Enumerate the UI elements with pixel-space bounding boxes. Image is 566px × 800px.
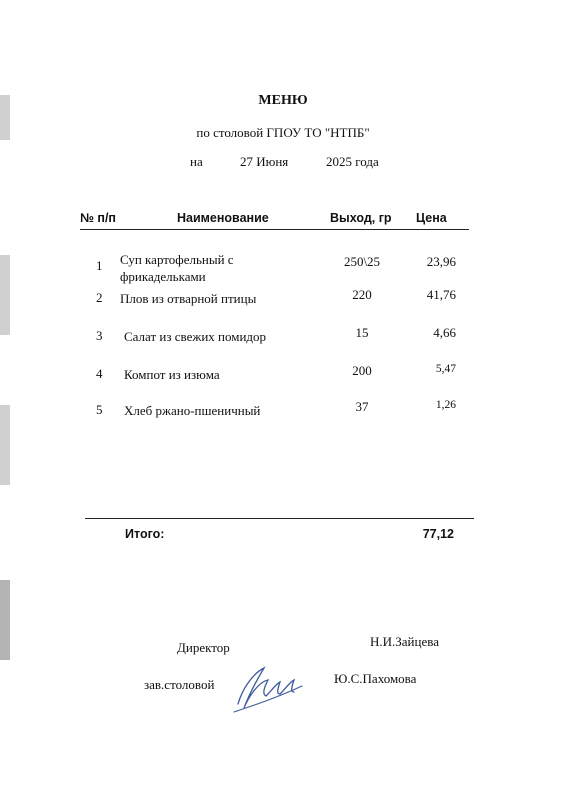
- row-number: 4: [96, 366, 103, 381]
- row-name: Плов из отварной птицы: [120, 291, 257, 306]
- column-header-name: Наименование: [177, 211, 269, 225]
- row-name: Салат из свежих помидор: [124, 329, 267, 344]
- document-subtitle: по столовой ГПОУ ТО "НТПБ": [196, 125, 370, 140]
- table-bottom-rule: [85, 518, 474, 519]
- row-price: 41,76: [426, 287, 456, 302]
- canteen-manager-title: зав.столовой: [144, 677, 215, 692]
- scan-edge-mark: [0, 405, 10, 485]
- row-price: 5,47: [435, 363, 456, 375]
- row-price: 23,96: [426, 254, 456, 269]
- scan-edge-mark: [0, 580, 10, 660]
- row-number: 5: [96, 402, 103, 417]
- canteen-manager-name: Ю.С.Пахомова: [334, 671, 417, 686]
- row-number: 3: [96, 328, 103, 343]
- row-number: 1: [96, 258, 103, 273]
- row-name: Компот из изюма: [124, 367, 220, 382]
- row-price: 4,66: [433, 325, 456, 340]
- row-output: 15: [355, 325, 369, 340]
- row-name: Хлеб ржано-пшеничный: [124, 403, 261, 418]
- row-name: Суп картофельный с фрикадельками: [120, 252, 234, 284]
- date-day: 27 Июня: [240, 154, 289, 169]
- scan-edge-mark: [0, 255, 10, 335]
- director-title: Директор: [177, 640, 230, 655]
- handwritten-signature: [232, 660, 306, 714]
- column-header-number: № п/п: [80, 211, 116, 225]
- column-header-price: Цена: [416, 211, 447, 225]
- document-title: МЕНЮ: [258, 93, 308, 108]
- table-top-rule: [80, 229, 469, 230]
- column-header-output: Выход, гр: [330, 211, 392, 225]
- row-output: 220: [352, 287, 372, 302]
- date-prefix: на: [190, 154, 203, 169]
- row-price: 1,26: [435, 399, 456, 411]
- director-name: Н.И.Зайцева: [370, 634, 439, 649]
- row-number: 2: [96, 290, 103, 305]
- total-label: Итого:: [125, 527, 165, 541]
- row-output: 250\25: [343, 254, 381, 269]
- row-output: 200: [352, 363, 372, 378]
- total-value: 77,12: [422, 527, 454, 541]
- row-output: 37: [355, 399, 369, 414]
- date-year: 2025 года: [326, 154, 379, 169]
